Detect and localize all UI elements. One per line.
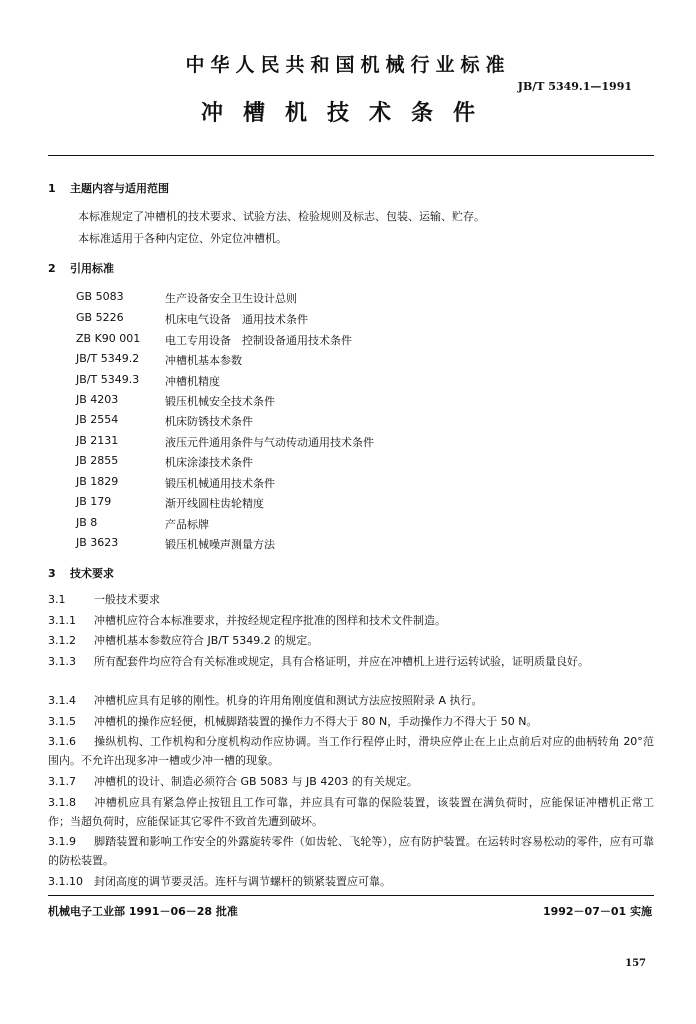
- reference-title: 冲槽机基本参数: [165, 354, 242, 367]
- clause-text: 冲槽机的操作应轻便，机械脚踏装置的操作力不得大于 80 N，手动操作力不得大于 50 N。: [94, 715, 538, 728]
- clause-number: 3.1.5: [48, 715, 76, 728]
- clause-number: 3.1.1: [48, 614, 76, 627]
- reference-code: JB/T 5349.2: [76, 352, 140, 365]
- reference-code: JB 1829: [76, 475, 119, 488]
- issuing-organization: 中华人民共和国机械行业标准: [185, 54, 511, 76]
- document-title: 冲槽机技术条件: [200, 101, 495, 126]
- reference-code: JB 179: [76, 495, 112, 508]
- reference-code: JB 2855: [76, 454, 119, 467]
- standard-code: JB/T 5349.1—1991: [517, 80, 632, 93]
- reference-code: JB 3623: [76, 536, 119, 549]
- section-3-number: 3: [48, 567, 56, 580]
- clause-number: 3.1: [48, 593, 66, 606]
- reference-code: JB 2554: [76, 413, 119, 426]
- section-2-heading: [48, 260, 114, 276]
- reference-code: JB 8: [76, 516, 98, 529]
- clause: [48, 652, 654, 671]
- reference-title: 锻压机械安全技术条件: [165, 395, 275, 408]
- clause: [48, 732, 654, 770]
- section-2-title: 引用标准: [70, 262, 114, 275]
- clause-text: 脚踏装置和影响工作安全的外露旋转零件（如齿轮、飞轮等），应有防护装置。在运转时容易松动的零件，应有可靠的防松装置。: [48, 835, 654, 867]
- reference-title: 渐开线圆柱齿轮精度: [165, 497, 264, 510]
- footer-divider: [48, 895, 654, 896]
- clause: [48, 793, 654, 831]
- reference-code: JB 4203: [76, 393, 119, 406]
- reference-title: 机床电气设备 通用技术条件: [165, 313, 308, 326]
- clause: [48, 631, 654, 650]
- reference-code: ZB K90 001: [76, 332, 141, 345]
- clause-number: 3.1.10: [48, 875, 83, 888]
- reference-code: GB 5226: [76, 311, 124, 324]
- reference-title: 电工专用设备 控制设备通用技术条件: [165, 334, 352, 347]
- reference-title: 锻压机械通用技术条件: [165, 477, 275, 490]
- clause: [48, 772, 654, 791]
- section-2-number: 2: [48, 262, 56, 275]
- page-number: 157: [625, 958, 646, 969]
- clause: [48, 611, 654, 630]
- clause: [48, 872, 654, 891]
- reference-title: 机床防锈技术条件: [165, 415, 253, 428]
- reference-title: 生产设备安全卫生设计总则: [165, 292, 297, 305]
- clause-number: 3.1.9: [48, 835, 76, 848]
- clause-number: 3.1.2: [48, 634, 76, 647]
- reference-title: 液压元件通用条件与气动传动通用技术条件: [165, 436, 374, 449]
- clause-number: 3.1.4: [48, 694, 76, 707]
- reference-title: 锻压机械噪声测量方法: [165, 538, 275, 551]
- section-3-heading: [48, 565, 114, 581]
- reference-code: GB 5083: [76, 290, 124, 303]
- clause: [48, 712, 654, 731]
- reference-code: JB 2131: [76, 434, 119, 447]
- clause: [48, 590, 654, 609]
- reference-title: 机床涂漆技术条件: [165, 456, 253, 469]
- clause: [48, 832, 654, 870]
- clause-text: 冲槽机应符合本标准要求，并按经规定程序批准的图样和技术文件制造。: [94, 614, 446, 627]
- section-1-title: 主题内容与适用范围: [70, 182, 169, 195]
- approval-date: 机械电子工业部 1991－06－28 批准: [48, 905, 238, 918]
- header-divider: [48, 155, 654, 156]
- clause-text: 封闭高度的调节要灵活。连杆与调节螺杆的锁紧装置应可靠。: [94, 875, 391, 888]
- effective-date: 1992－07－01 实施: [542, 905, 652, 918]
- clause-text: 操纵机构、工作机构和分度机构动作应协调。当工作行程停止时，滑块应停止在上止点前后对应的曲柄转角 20°范围内。不允许出现多冲一槽或少冲一槽的现象。: [48, 735, 654, 767]
- clause-text: 冲槽机基本参数应符合 JB/T 5349.2 的规定。: [94, 634, 319, 647]
- clause-text: 一般技术要求: [94, 593, 160, 606]
- clause-number: 3.1.7: [48, 775, 76, 788]
- section-1-paragraph: 本标准规定了冲槽机的技术要求、试验方法、检验规则及标志、包装、运输、贮存。: [78, 210, 485, 223]
- clause-text: 冲槽机的设计、制造必须符合 GB 5083 与 JB 4203 的有关规定。: [94, 775, 418, 788]
- clause-number: 3.1.8: [48, 796, 76, 809]
- clause-text: 冲槽机应具有紧急停止按钮且工作可靠，并应具有可靠的保险装置，该装置在满负荷时，应能保证冲槽机正常工作；当超负荷时，应能保证其它零件不致首先遭到破坏。: [48, 796, 654, 828]
- section-1-number: 1: [48, 182, 56, 195]
- clause-text: 冲槽机应具有足够的刚性。机身的许用角刚度值和测试方法应按照附录 A 执行。: [94, 694, 483, 707]
- reference-title: 冲槽机精度: [165, 375, 220, 388]
- section-1-paragraph: 本标准适用于各种内定位、外定位冲槽机。: [78, 232, 287, 245]
- reference-code: JB/T 5349.3: [76, 373, 140, 386]
- clause-text: 所有配套件均应符合有关标准或规定，具有合格证明，并应在冲槽机上进行运转试验，证明质量良好。: [94, 655, 589, 668]
- section-3-title: 技术要求: [70, 567, 114, 580]
- clause-number: 3.1.6: [48, 735, 76, 748]
- section-1-heading: [48, 180, 169, 196]
- clause: [48, 691, 654, 710]
- reference-title: 产品标牌: [165, 518, 209, 531]
- clause-number: 3.1.3: [48, 655, 76, 668]
